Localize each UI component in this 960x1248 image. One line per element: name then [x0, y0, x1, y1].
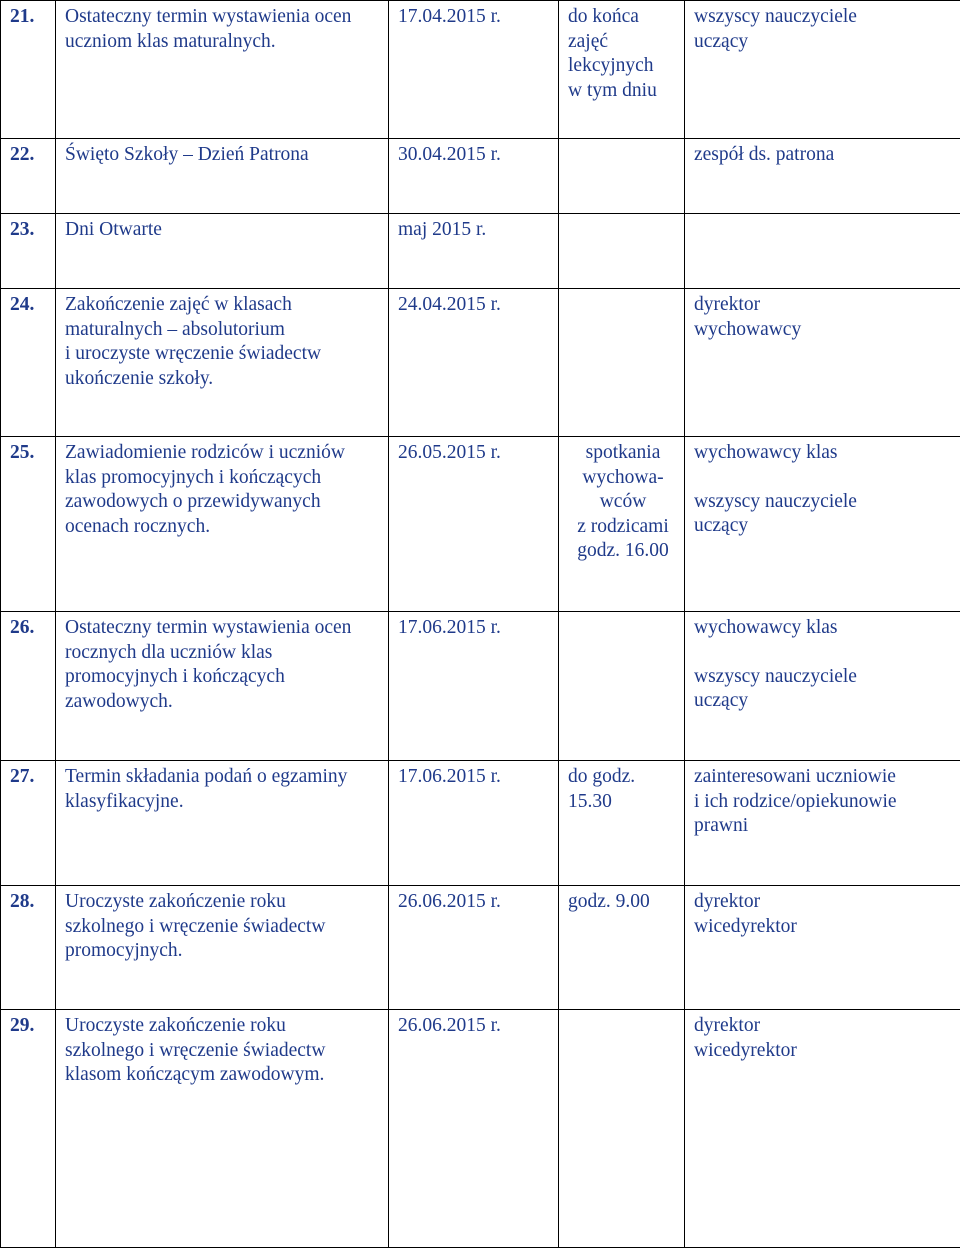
event-text: szkolnego i wręczenie świadectw	[65, 1039, 382, 1064]
date-text: maj 2015 r.	[398, 218, 552, 243]
responsible-text: wszyscy nauczyciele	[694, 5, 954, 30]
table-row	[1, 1, 960, 139]
responsible-cell	[685, 214, 960, 289]
responsible-text: i ich rodzice/opiekunowie	[694, 790, 954, 815]
date-text: 24.04.2015 r.	[398, 293, 552, 318]
time-text: do końca	[568, 5, 678, 30]
event-text: Zakończenie zajęć w klasach	[65, 293, 382, 318]
date-cell	[389, 761, 559, 886]
time-text: spotkania	[568, 441, 678, 466]
event-text: szkolnego i wręczenie świadectw	[65, 915, 382, 940]
time-cell	[559, 612, 685, 761]
row-number-text: 27.	[10, 765, 49, 790]
event-cell	[56, 886, 389, 1010]
event-text: maturalnych – absolutorium	[65, 318, 382, 343]
responsible-cell	[685, 761, 960, 886]
event-cell	[56, 612, 389, 761]
row-number	[1, 289, 56, 437]
event-text: zawodowych.	[65, 690, 382, 715]
event-text: Zawiadomienie rodziców i uczniów	[65, 441, 382, 466]
event-cell	[56, 761, 389, 886]
row-number-text: 21.	[10, 5, 49, 30]
responsible-cell	[685, 1010, 960, 1248]
responsible-cell	[685, 139, 960, 214]
event-cell	[56, 214, 389, 289]
time-text: godz. 9.00	[568, 890, 678, 915]
event-text: promocyjnych.	[65, 939, 382, 964]
date-cell	[389, 1, 559, 139]
date-cell	[389, 437, 559, 612]
time-text: wychowa-	[568, 466, 678, 491]
time-cell	[559, 139, 685, 214]
table-row	[1, 1010, 960, 1248]
time-cell	[559, 1010, 685, 1248]
row-number	[1, 139, 56, 214]
row-number-text: 24.	[10, 293, 49, 318]
spacer	[694, 641, 954, 665]
row-number-text: 29.	[10, 1014, 49, 1039]
responsible-text: zespół ds. patrona	[694, 143, 954, 168]
responsible-text: uczący	[694, 514, 954, 539]
time-text: zajęć	[568, 30, 678, 55]
date-cell	[389, 214, 559, 289]
row-number	[1, 214, 56, 289]
spacer	[694, 466, 954, 490]
event-text: rocznych dla uczniów klas	[65, 641, 382, 666]
responsible-text: wszyscy nauczyciele	[694, 490, 954, 515]
responsible-text: wychowawcy klas	[694, 441, 954, 466]
event-cell	[56, 289, 389, 437]
date-text: 17.06.2015 r.	[398, 616, 552, 641]
row-number-text: 25.	[10, 441, 49, 466]
date-cell	[389, 886, 559, 1010]
event-text: Dni Otwarte	[65, 218, 382, 243]
event-text: ukończenie szkoły.	[65, 367, 382, 392]
event-text: ocenach rocznych.	[65, 515, 382, 540]
time-text: lekcyjnych	[568, 54, 678, 79]
event-cell	[56, 139, 389, 214]
responsible-cell	[685, 289, 960, 437]
table-row	[1, 612, 960, 761]
event-text: uczniom klas maturalnych.	[65, 30, 382, 55]
table-row	[1, 289, 960, 437]
row-number	[1, 1010, 56, 1248]
responsible-text: uczący	[694, 689, 954, 714]
event-cell	[56, 1, 389, 139]
date-cell	[389, 612, 559, 761]
responsible-text: dyrektor	[694, 1014, 954, 1039]
table-row	[1, 886, 960, 1010]
table-row	[1, 437, 960, 612]
time-text: 15.30	[568, 790, 678, 815]
table-row	[1, 139, 960, 214]
event-text: klas promocyjnych i kończących	[65, 466, 382, 491]
table-row	[1, 761, 960, 886]
row-number-text: 22.	[10, 143, 49, 168]
date-text: 26.06.2015 r.	[398, 1014, 552, 1039]
date-cell	[389, 139, 559, 214]
time-cell	[559, 761, 685, 886]
row-number	[1, 437, 56, 612]
row-number-text: 23.	[10, 218, 49, 243]
time-cell	[559, 437, 685, 612]
event-text: Termin składania podań o egzaminy	[65, 765, 382, 790]
time-cell	[559, 886, 685, 1010]
event-text: klasom kończącym zawodowym.	[65, 1063, 382, 1088]
event-cell	[56, 1010, 389, 1248]
time-text: w tym dniu	[568, 79, 678, 104]
responsible-text: uczący	[694, 30, 954, 55]
responsible-text: wychowawcy klas	[694, 616, 954, 641]
responsible-cell	[685, 1, 960, 139]
event-text: Uroczyste zakończenie roku	[65, 890, 382, 915]
event-text: Ostateczny termin wystawienia ocen	[65, 5, 382, 30]
date-text: 26.06.2015 r.	[398, 890, 552, 915]
responsible-text: wicedyrektor	[694, 1039, 954, 1064]
responsible-text: wicedyrektor	[694, 915, 954, 940]
row-number	[1, 886, 56, 1010]
event-text: promocyjnych i kończących	[65, 665, 382, 690]
event-text: klasyfikacyjne.	[65, 790, 382, 815]
event-text: Święto Szkoły – Dzień Patrona	[65, 143, 382, 168]
date-cell	[389, 289, 559, 437]
responsible-text: prawni	[694, 814, 954, 839]
responsible-cell	[685, 886, 960, 1010]
date-text: 17.06.2015 r.	[398, 765, 552, 790]
time-cell	[559, 289, 685, 437]
row-number-text: 28.	[10, 890, 49, 915]
time-text: godz. 16.00	[568, 539, 678, 564]
event-text: i uroczyste wręczenie świadectw	[65, 342, 382, 367]
time-cell	[559, 1, 685, 139]
time-cell	[559, 214, 685, 289]
time-text: z rodzicami	[568, 515, 678, 540]
time-text: do godz.	[568, 765, 678, 790]
date-text: 30.04.2015 r.	[398, 143, 552, 168]
responsible-text: dyrektor	[694, 293, 954, 318]
responsible-text: dyrektor	[694, 890, 954, 915]
event-text: zawodowych o przewidywanych	[65, 490, 382, 515]
responsible-text: wychowawcy	[694, 318, 954, 343]
responsible-text: zainteresowani uczniowie	[694, 765, 954, 790]
responsible-cell	[685, 612, 960, 761]
row-number-text: 26.	[10, 616, 49, 641]
responsible-cell	[685, 437, 960, 612]
event-text: Uroczyste zakończenie roku	[65, 1014, 382, 1039]
row-number	[1, 612, 56, 761]
row-number	[1, 1, 56, 139]
table-row	[1, 214, 960, 289]
date-text: 26.05.2015 r.	[398, 441, 552, 466]
row-number	[1, 761, 56, 886]
time-text: wców	[568, 490, 678, 515]
date-text: 17.04.2015 r.	[398, 5, 552, 30]
event-cell	[56, 437, 389, 612]
date-cell	[389, 1010, 559, 1248]
event-text: Ostateczny termin wystawienia ocen	[65, 616, 382, 641]
responsible-text: wszyscy nauczyciele	[694, 665, 954, 690]
